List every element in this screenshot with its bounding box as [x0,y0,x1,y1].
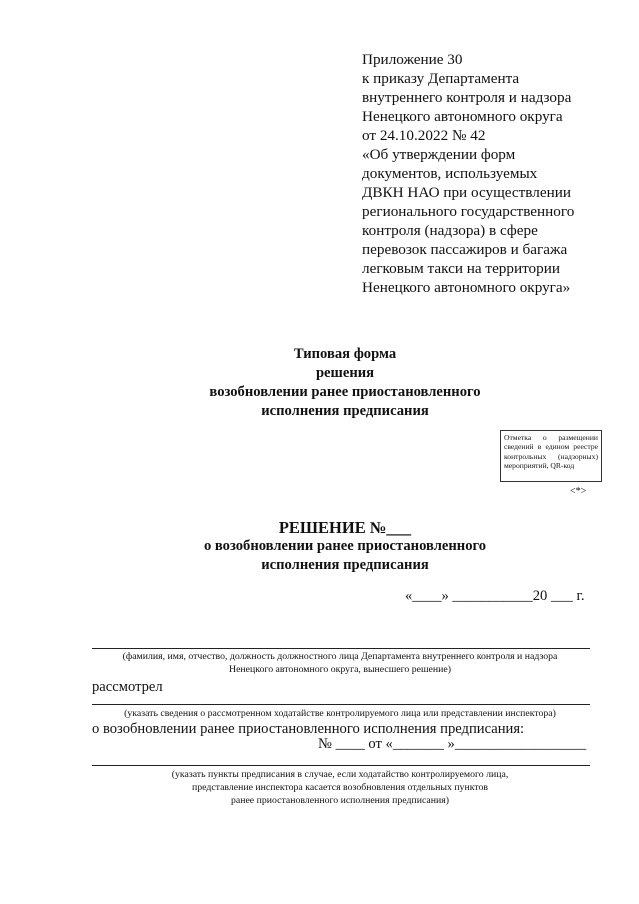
official-caption [80,650,600,676]
decision-title [60,518,630,575]
appendix-line: Ненецкого автономного округа [362,108,563,125]
petition-caption: (указать сведения о рассмотренном ходатайстве контролируемого лица или представлении инспектора) [124,708,556,719]
appendix-line: регионального государственного [362,203,575,220]
appendix-block [362,50,622,297]
resumption-text: о возобновлении ранее приостановленного исполнения предписания: [92,721,525,737]
official-field-line [92,648,590,649]
petition-field-line [92,704,590,705]
date-line: «____» ___________20 ___ г. [405,588,585,604]
decision-subtitle: о возобновлении ранее приостановленного [203,538,487,554]
appendix-line: Приложение 30 [362,51,463,68]
number-date-line: № ____ от «_______ »__________________ [318,736,587,752]
caption-line: (фамилия, имя, отчество, должность должностного лица Департамента внутреннего контроля и надзора [122,651,558,662]
form-title [60,345,630,421]
caption-line: (указать пункты предписания в случае, если ходатайство контролируемого лица, [171,769,509,780]
qr-footnote-mark: <*> [570,486,587,497]
decision-subtitle: исполнения предписания [261,557,429,573]
appendix-line: «Об утверждении форм [362,146,516,163]
appendix-line: легковым такси на территории [362,260,561,277]
appendix-line: перевозок пассажиров и багажа [362,241,568,258]
points-caption [80,768,600,807]
appendix-line: от 24.10.2022 № 42 [362,127,486,144]
appendix-line: к приказу Департамента [362,70,520,87]
considered-label: рассмотрел [92,679,163,695]
form-title-line: решения [315,365,375,381]
form-title-line: Типовая форма [293,346,397,362]
caption-line: представление инспектора касается возобновления отдельных пунктов [191,782,489,793]
qr-code-box [500,430,602,482]
form-title-line: возобновлении ранее приостановленного [209,384,481,400]
appendix-line: ДВКН НАО при осуществлении [362,184,571,201]
appendix-line: внутреннего контроля и надзора [362,89,572,106]
appendix-line: контроля (надзора) в сфере [362,222,538,239]
decision-number-heading: РЕШЕНИЕ №___ [278,518,412,537]
qr-box-text: Отметка о размещении сведений в едином реестре контрольных (надзорных) мероприятий, QR-код [504,433,598,471]
form-title-line: исполнения предписания [261,403,429,419]
caption-line: Ненецкого автономного округа, вынесшего решение) [229,664,451,675]
caption-line: ранее приостановленного исполнения предписания) [230,795,450,806]
points-field-line [92,765,590,766]
appendix-line: документов, используемых [362,165,538,182]
appendix-line: Ненецкого автономного округа» [362,279,571,296]
